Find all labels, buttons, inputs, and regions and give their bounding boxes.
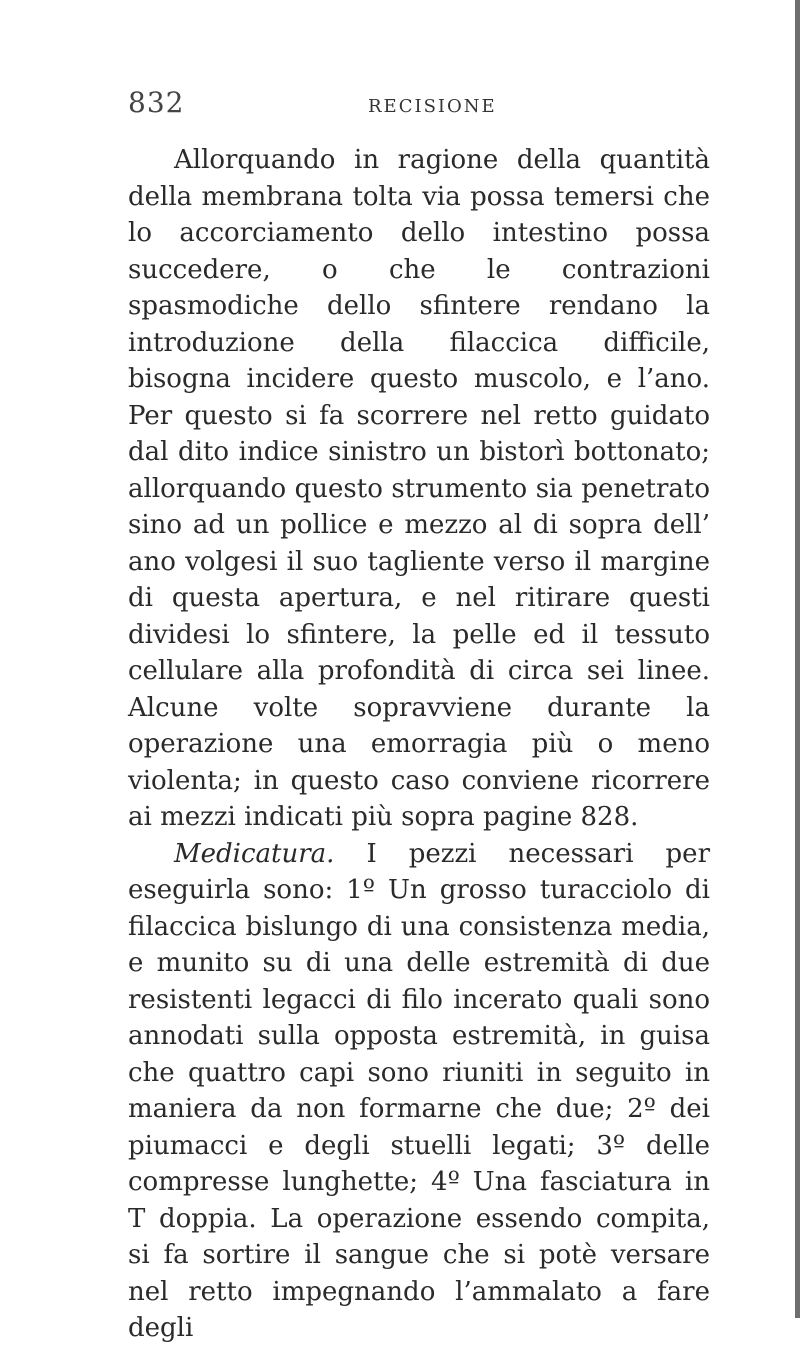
page-header	[128, 86, 728, 126]
page-edge-shadow	[795, 0, 800, 1318]
paragraph-text: Allorquando in ragione della quantità della membrana tolta via possa temersi che lo accorciamento dello intestino possa succedere, o che le contrazioni spasmodiche dello sfintere rendano la introduzione della filaccica difficile, bisogna incidere questo muscolo, e l’ano. Per questo si fa scorrere nel retto guidato dal dito indice sinistro un bistorì bottonato; allorquando questo strumento sia penetrato sino ad un pollice e mezzo al di sopra dell’ ano volgesi il suo tagliente verso il margine di questa apertura, e nel ritirare questi dividesi lo sfintere, la pelle ed il tessuto cellulare alla profondità di circa sei linee. Alcune volte sopravviene durante la operazione una emorragia più o meno violenta; in questo caso conviene ricorrere ai mezzi indicati più sopra pagine 828.	[128, 145, 710, 832]
page-number: 832	[128, 86, 185, 119]
paragraph	[128, 836, 710, 1347]
paragraph-text: I pezzi necessari per eseguirla sono: 1º Un grosso turacciolo di filaccica bislungo di una consistenza media, e munito su di una delle estremità di due resistenti legacci di filo incerato quali sono annodati sulla opposta estremità, in guisa che quattro capi sono riuniti in seguito in maniera da non formarne che due; 2º dei piumacci e degli stuelli legati; 3º delle compresse lunghette; 4º Una fasciatura in T doppia. La operazione essendo compita, si fa sortire il sangue che si potè versare nel retto impegnando l’ammalato a fare degli	[128, 838, 710, 1343]
section-heading: Medicatura.	[174, 838, 335, 869]
body-text	[128, 142, 710, 1347]
paragraph	[128, 142, 710, 836]
running-head: RECISIONE	[368, 96, 497, 117]
